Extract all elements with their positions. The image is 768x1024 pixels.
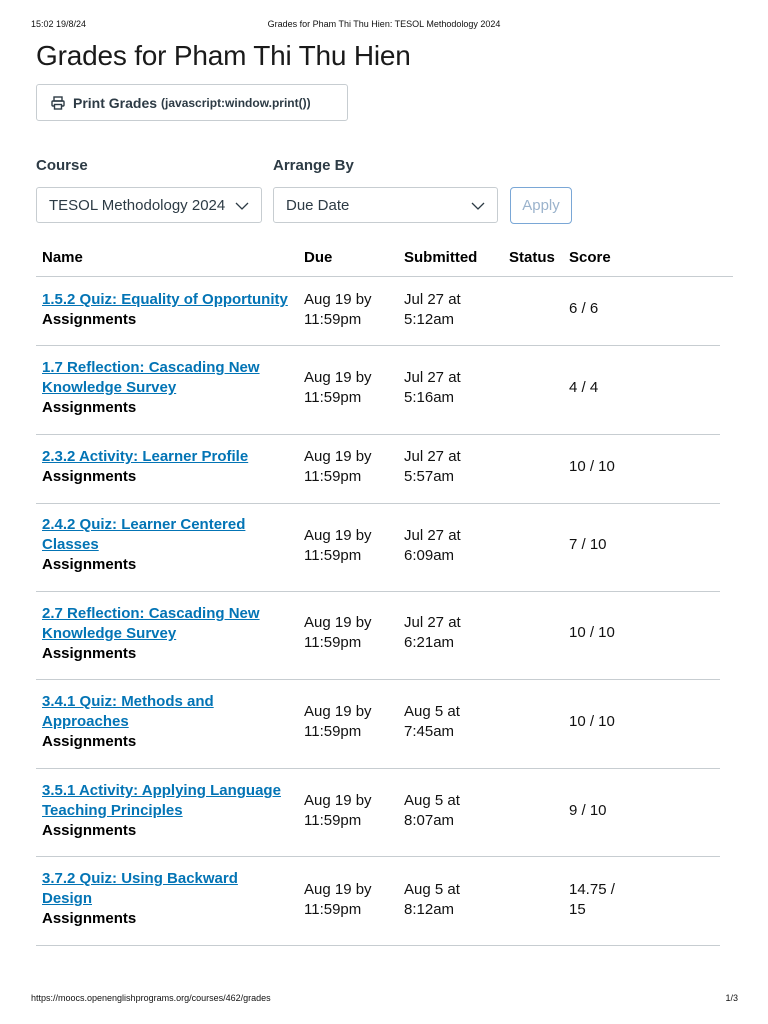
table-row	[36, 277, 720, 346]
table-row	[36, 346, 720, 435]
course-label: Course	[36, 157, 88, 174]
arrange-by-label: Arrange By	[273, 157, 354, 174]
table-row	[36, 680, 720, 769]
arrange-by-select[interactable]	[273, 187, 498, 223]
assignment-cell	[42, 604, 292, 664]
assignment-link[interactable]: 2.3.2 Activity: Learner Profile	[42, 448, 249, 465]
table-row	[36, 504, 720, 592]
submitted-date: Jul 27 at 6:09am	[404, 527, 461, 564]
assignment-link[interactable]: 1.5.2 Quiz: Equality of Opportunity	[42, 291, 288, 308]
assignment-cell	[42, 290, 292, 330]
submitted-date: Jul 27 at 5:16am	[404, 369, 461, 406]
chevron-down-icon	[471, 199, 485, 213]
print-header	[0, 19, 768, 33]
score: 10 / 10	[569, 624, 615, 641]
assignment-cell	[42, 515, 292, 575]
assignment-link[interactable]: 3.7.2 Quiz: Using Backward Design	[42, 870, 238, 907]
print-document-title: Grades for Pham Thi Thu Hien: TESOL Methodology 2024	[267, 19, 501, 29]
submitted-date: Aug 5 at 8:12am	[404, 881, 460, 918]
assignment-group: Assignments	[42, 822, 137, 839]
score: 4 / 4	[569, 379, 599, 396]
assignment-group: Assignments	[42, 910, 137, 927]
print-grades-button[interactable]	[36, 84, 348, 121]
assignment-group: Assignments	[42, 733, 137, 750]
print-timestamp: 15:02 19/8/24	[31, 19, 87, 29]
score: 10 / 10	[569, 713, 615, 730]
due-date: Aug 19 by 11:59pm	[304, 527, 372, 564]
table-row	[36, 769, 720, 857]
print-grades-label: Print Grades	[73, 94, 158, 111]
column-header-score: Score	[569, 249, 611, 266]
course-select[interactable]	[36, 187, 262, 223]
assignment-group: Assignments	[42, 645, 137, 662]
submitted-date: Jul 27 at 5:57am	[404, 448, 461, 485]
due-date: Aug 19 by 11:59pm	[304, 448, 372, 485]
assignment-group: Assignments	[42, 556, 137, 573]
due-date: Aug 19 by 11:59pm	[304, 703, 372, 740]
column-header-submitted: Submitted	[404, 249, 478, 266]
due-date: Aug 19 by 11:59pm	[304, 881, 372, 918]
table-row	[36, 857, 720, 946]
assignment-group: Assignments	[42, 311, 137, 328]
due-date: Aug 19 by 11:59pm	[304, 614, 372, 651]
assignment-cell	[42, 869, 292, 929]
arrange-by-select-value: Due Date	[286, 196, 350, 214]
due-date: Aug 19 by 11:59pm	[304, 369, 372, 406]
assignment-group: Assignments	[42, 399, 137, 416]
chevron-down-icon	[235, 199, 249, 213]
due-date: Aug 19 by 11:59pm	[304, 291, 372, 328]
column-header-due: Due	[304, 249, 333, 266]
score: 14.75 / 15	[569, 881, 615, 918]
score: 10 / 10	[569, 458, 615, 475]
submitted-date: Jul 27 at 5:12am	[404, 291, 461, 328]
page-number: 1/3	[725, 993, 738, 1003]
assignment-link[interactable]: 2.7 Reflection: Cascading New Knowledge Survey	[42, 605, 260, 642]
score: 6 / 6	[569, 300, 599, 317]
submitted-date: Aug 5 at 7:45am	[404, 703, 460, 740]
row-divider	[36, 945, 720, 946]
assignment-cell	[42, 358, 292, 418]
assignment-cell	[42, 692, 292, 752]
assignment-cell	[42, 781, 292, 841]
table-row	[36, 435, 720, 504]
assignment-link[interactable]: 1.7 Reflection: Cascading New Knowledge Survey	[42, 359, 260, 396]
due-date: Aug 19 by 11:59pm	[304, 792, 372, 829]
printer-icon	[51, 96, 65, 110]
column-header-status: Status	[509, 249, 555, 266]
page-title: Grades for Pham Thi Thu Hien	[36, 40, 411, 71]
print-url: https://moocs.openenglishprograms.org/courses/462/grades	[31, 993, 271, 1003]
assignment-link[interactable]: 3.5.1 Activity: Applying Language Teaching Principles	[42, 782, 281, 819]
submitted-date: Jul 27 at 6:21am	[404, 614, 461, 651]
score: 9 / 10	[569, 802, 607, 819]
assignment-group: Assignments	[42, 468, 137, 485]
course-select-value: TESOL Methodology 2024	[49, 196, 226, 214]
submitted-date: Aug 5 at 8:07am	[404, 792, 460, 829]
print-grades-hint: (javascript:window.print())	[161, 95, 311, 110]
assignment-cell	[42, 447, 292, 487]
assignment-link[interactable]: 2.4.2 Quiz: Learner Centered Classes	[42, 516, 246, 553]
column-header-name: Name	[42, 249, 83, 266]
apply-button[interactable]: Apply	[510, 187, 572, 224]
score: 7 / 10	[569, 536, 607, 553]
table-row	[36, 592, 720, 680]
assignment-link[interactable]: 3.4.1 Quiz: Methods and Approaches	[42, 693, 214, 730]
